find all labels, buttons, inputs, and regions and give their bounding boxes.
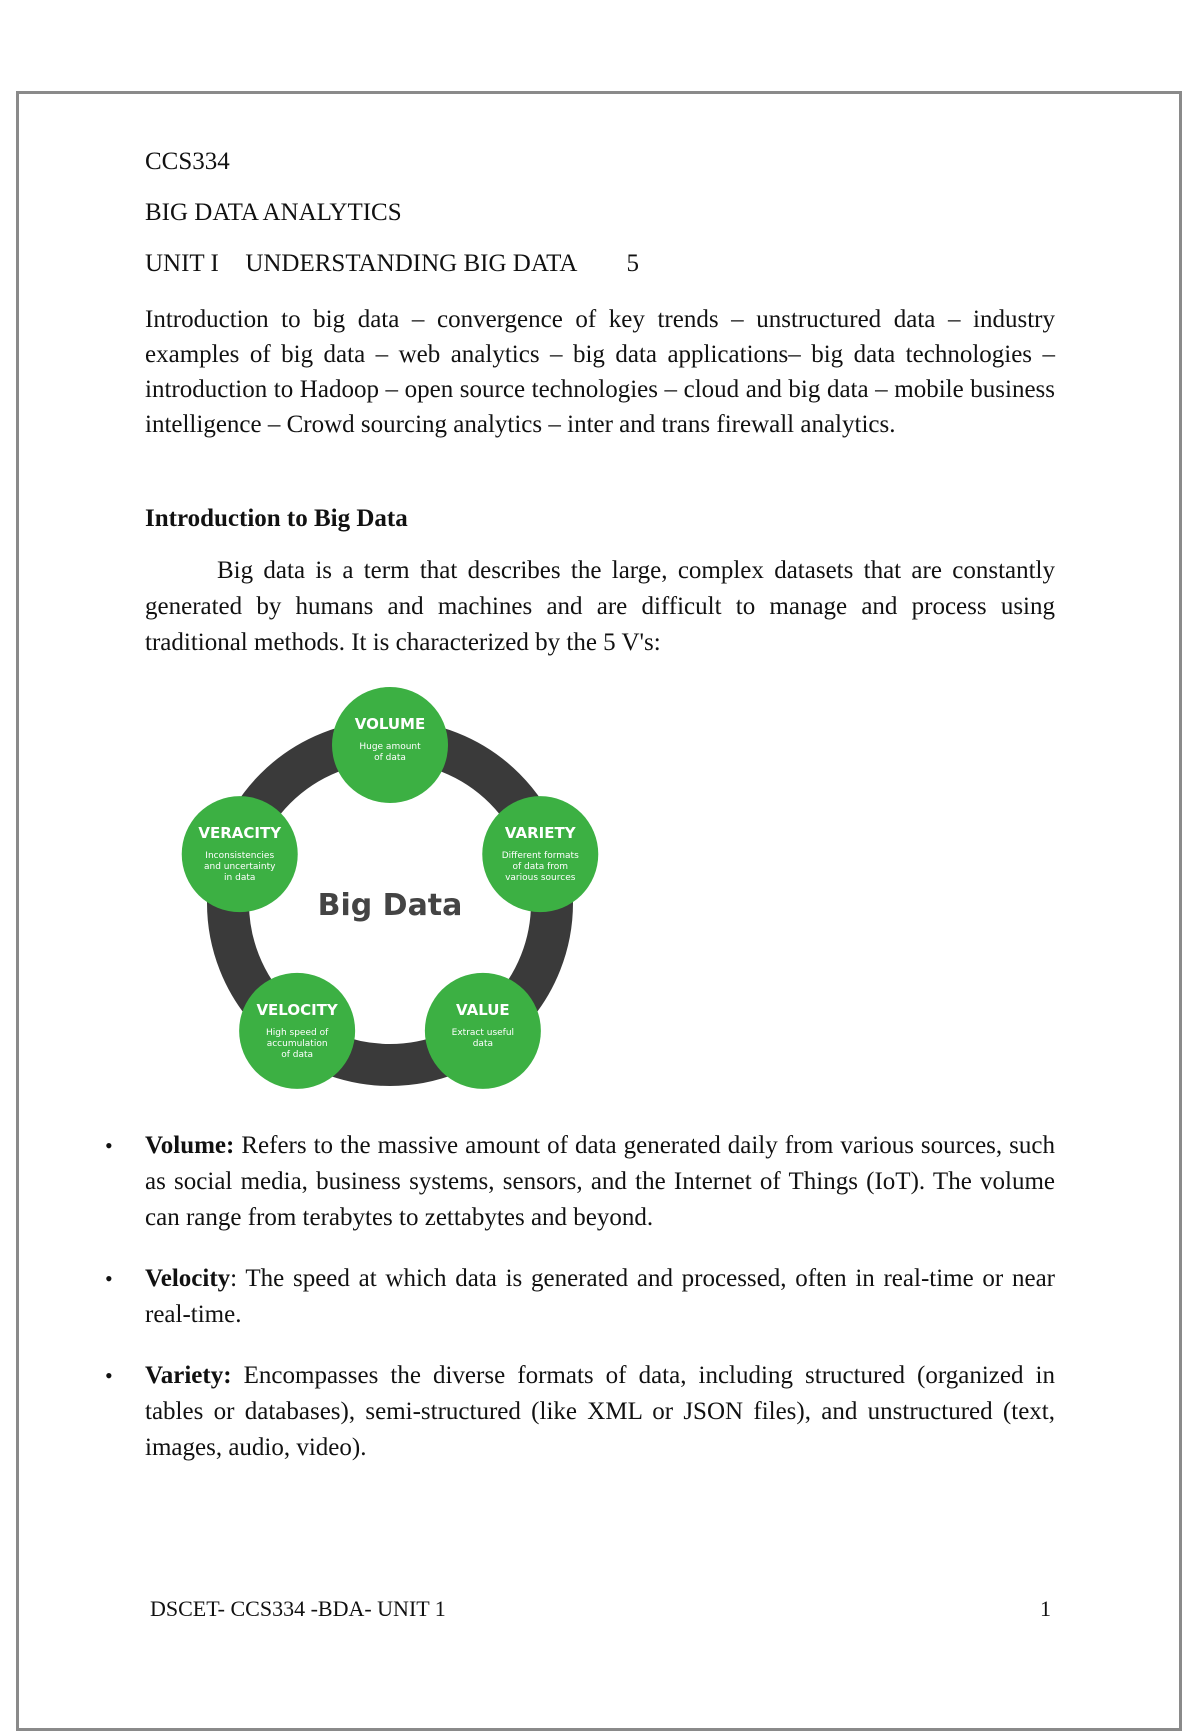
v-node-desc: Different formats (501, 851, 579, 862)
bullet-variety (105, 1358, 1055, 1466)
v-node-value (425, 973, 541, 1089)
v-node-title: VELOCITY (256, 1000, 338, 1019)
v-node-desc: Huge amount (359, 742, 421, 752)
v-node-desc: accumulation (266, 1038, 328, 1049)
v-node-title: VALUE (456, 1000, 510, 1019)
section-heading: Introduction to Big Data (145, 505, 408, 532)
bullet-term: Velocity (145, 1265, 231, 1292)
footer-left: DSCET- CCS334 -BDA- UNIT 1 (150, 1596, 446, 1621)
v-node-desc: various sources (505, 873, 576, 884)
bullet-dot: • (105, 1266, 113, 1291)
bullet-term: Variety: (145, 1362, 232, 1389)
bullet-dot: • (105, 1133, 113, 1158)
unit-label: UNIT I (145, 250, 219, 277)
bullet-text: : The speed at which data is generated and processed, often in real-time or near real-time. (145, 1265, 1055, 1328)
v-node-title: VARIETY (504, 824, 576, 843)
bullet-text: Refers to the massive amount of data generated daily from various sources, such as social media, business systems, sensors, and the Internet of Things (IoT). The volume can range from terabytes to zettabytes and beyond. (145, 1132, 1055, 1231)
v-node-desc: of data (281, 1049, 314, 1060)
v-node-desc: Extract useful (451, 1027, 515, 1038)
bullet-dot: • (105, 1363, 113, 1388)
v-node-desc: data (472, 1038, 494, 1049)
intro-paragraph: Big data is a term that describes the large, complex datasets that are constantly generated by humans and machines and are difficult to manage and process using traditional methods. It is characterized by the 5 V's: (145, 557, 1055, 656)
v-node-title: VERACITY (198, 824, 282, 843)
v-node-desc: High speed of (265, 1027, 329, 1038)
v-node-variety (482, 796, 598, 912)
v-node-desc: in data (224, 873, 256, 884)
page-number: 1 (1040, 1596, 1051, 1621)
course-code: CCS334 (145, 148, 230, 175)
course-title: BIG DATA ANALYTICS (145, 199, 402, 226)
v-node-velocity (239, 973, 355, 1089)
unit-heading (145, 250, 639, 278)
v-node-desc: Inconsistencies (205, 851, 275, 862)
bullet-velocity (105, 1261, 1055, 1333)
v-node-title: VOLUME (354, 715, 426, 733)
v-node-desc: of data from (512, 862, 569, 873)
v-node-volume (332, 687, 448, 803)
big-data-5v-diagram (160, 685, 620, 1110)
bullet-volume (105, 1128, 1055, 1236)
v-node-veracity (182, 796, 298, 912)
v-node-desc: of data (374, 753, 406, 763)
bullet-term: Volume: (145, 1132, 235, 1159)
unit-hours: 5 (626, 250, 640, 277)
syllabus-paragraph: Introduction to big data – convergence of key trends – unstructured data – industry examples of big data – web analytics – big data applications– big data technologies – introduction to Hadoop – open source technologies – cloud and big data – mobile business intelligence – Crowd sourcing analytics – inter and trans firewall analytics. (145, 306, 1055, 438)
bullet-text: Encompasses the diverse formats of data, including structured (organized in tables or databases), semi-structured (like XML or JSON files), and unstructured (text, images, audio, video). (145, 1362, 1055, 1461)
unit-title: UNDERSTANDING BIG DATA (245, 250, 577, 277)
v-node-desc: and uncertainty (203, 862, 276, 873)
diagram-center-label: Big Data (317, 888, 463, 923)
